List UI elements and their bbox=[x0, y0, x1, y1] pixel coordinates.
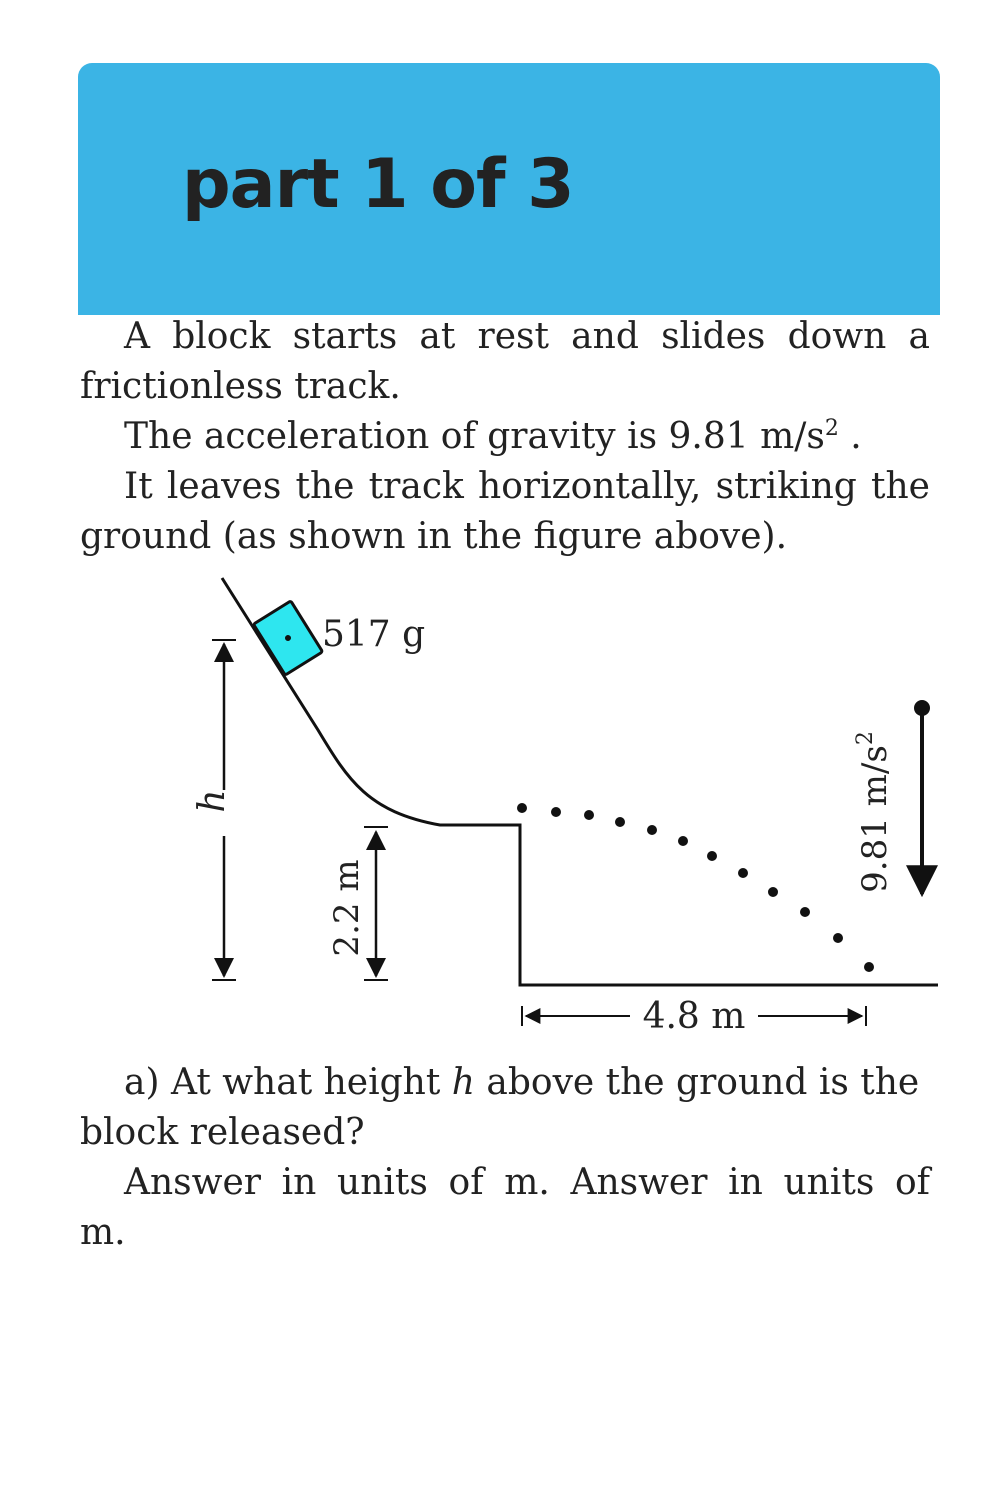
problem-line-5: ground (as shown in the figure above). bbox=[80, 516, 788, 557]
question-block bbox=[80, 1058, 930, 1258]
answer-units-line-2: m. bbox=[80, 1212, 126, 1253]
mass-label: 517 g bbox=[322, 614, 426, 655]
question-line-2: block released? bbox=[80, 1112, 365, 1153]
problem-statement bbox=[80, 312, 930, 562]
distance-label: 4.8 m bbox=[642, 996, 746, 1037]
part-header bbox=[78, 63, 940, 315]
distance-dimension bbox=[522, 996, 866, 1037]
question-line-1: a) At what height h above the ground is the bbox=[124, 1062, 920, 1103]
problem-line-1: A block starts at rest and slides down a bbox=[124, 316, 930, 357]
ledge-height-label: 2.2 m bbox=[327, 859, 367, 957]
block bbox=[253, 601, 322, 675]
trajectory-dots bbox=[517, 803, 874, 972]
problem-line-2: frictionless track. bbox=[80, 366, 401, 407]
track-figure bbox=[0, 560, 992, 1040]
height-h-dimension bbox=[192, 640, 236, 980]
problem-line-3: The acceleration of gravity is 9.81 $m/s^2$ . bbox=[124, 416, 862, 457]
answer-units-line: Answer in units of m. Answer in units of bbox=[124, 1162, 930, 1203]
gravity-arrow bbox=[853, 700, 930, 894]
height-h-label: h bbox=[192, 789, 233, 813]
problem-line-4: It leaves the track horizontally, striking the bbox=[124, 466, 930, 507]
gravity-label: 9.81 $m/s^2$ bbox=[853, 731, 895, 893]
ledge-height-dimension bbox=[327, 827, 388, 980]
part-title: part 1 of 3 bbox=[182, 145, 574, 224]
